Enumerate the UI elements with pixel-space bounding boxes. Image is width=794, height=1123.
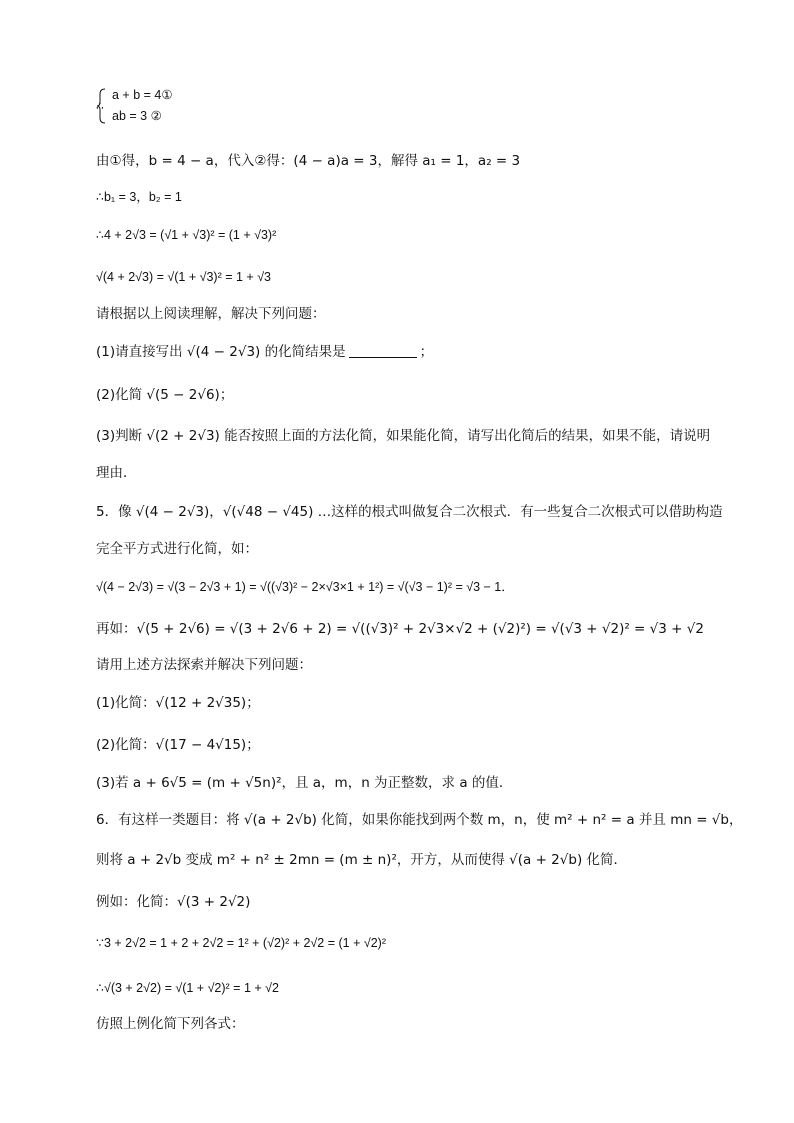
problem-5-instructions: 请用上述方法探索并解决下列问题： xyxy=(96,657,312,673)
answer-blank xyxy=(349,344,417,358)
system-brace xyxy=(96,88,106,124)
square-expansion: ∴4 + 2√3 = (√1 + √3)² = (1 + √3)² xyxy=(96,228,277,242)
problem-6-step-2: ∴√(3 + 2√2) = √(1 + √2)² = 1 + √2 xyxy=(96,981,279,995)
problem-6-intro: 6．有这样一类题目：将 √(a + 2√b) 化简，如果你能找到两个数 m，n，使 m² + n² = a 并且 mn = √b， xyxy=(96,812,743,828)
question-3-cont: 理由． xyxy=(96,465,137,481)
question-intro: 请根据以上阅读理解，解决下列问题： xyxy=(96,306,326,322)
equation-2: ab = 3 ② xyxy=(112,109,162,123)
therefore-symbol: ∴ xyxy=(96,99,104,113)
question-1 xyxy=(96,343,433,361)
problem-5-q1: (1)化简：√(12 + 2√35)； xyxy=(96,695,260,711)
problem-5-intro-cont: 完全平方式进行化简，如： xyxy=(96,541,258,557)
simplified-result: √(4 + 2√3) = √(1 + √3)² = 1 + √3 xyxy=(96,270,272,284)
question-1-text: (1)请直接写出 √(4 − 2√3) 的化简结果是 xyxy=(96,344,346,360)
question-2: (2)化简 √(5 − 2√6)； xyxy=(96,387,234,403)
problem-5-q3: (3)若 a + 6√5 = (m + √5n)²，且 a，m，n 为正整数，求 a 的值． xyxy=(96,775,513,791)
example-1: √(4 − 2√3) = √(3 − 2√3 + 1) = √((√3)² − 2×√3×1 + 1²) = √(√3 − 1)² = √3 − 1． xyxy=(96,580,514,594)
problem-6-instructions: 仿照上例化简下列各式： xyxy=(96,1016,245,1032)
b-values: ∴b₁ = 3，b₂ = 1 xyxy=(96,190,182,204)
problem-5-intro: 5．像 √(4 − 2√3)，√(√48 − √45) …这样的根式叫做复合二次根式．有一些复合二次根式可以借助构造 xyxy=(96,504,723,520)
question-3: (3)判断 √(2 + 2√3) 能否按照上面的方法化简，如果能化简，请写出化简后的结果，如果不能，请说明 xyxy=(96,428,711,444)
problem-6-example: 例如：化简：√(3 + 2√2) xyxy=(96,894,251,910)
solve-step: 由①得，b = 4 − a，代入②得：(4 − a)a = 3，解得 a₁ = 1，a₂ = 3 xyxy=(96,153,521,169)
example-2: 再如：√(5 + 2√6) = √(3 + 2√6 + 2) = √((√3)² + 2√3×√2 + (√2)²) = √(√3 + √2)² = √3 + √2 xyxy=(96,621,704,637)
problem-6-step-1: ∵3 + 2√2 = 1 + 2 + 2√2 = 1² + (√2)² + 2√2 = (1 + √2)² xyxy=(96,936,386,950)
problem-5-q2: (2)化简：√(17 − 4√15)； xyxy=(96,737,260,753)
equation-1: a + b = 4① xyxy=(112,88,173,102)
question-1-end: ； xyxy=(419,344,434,360)
problem-6-intro-cont: 则将 a + 2√b 变成 m² + n² ± 2mn = (m ± n)²，开方，从而使得 √(a + 2√b) 化简． xyxy=(96,852,628,868)
